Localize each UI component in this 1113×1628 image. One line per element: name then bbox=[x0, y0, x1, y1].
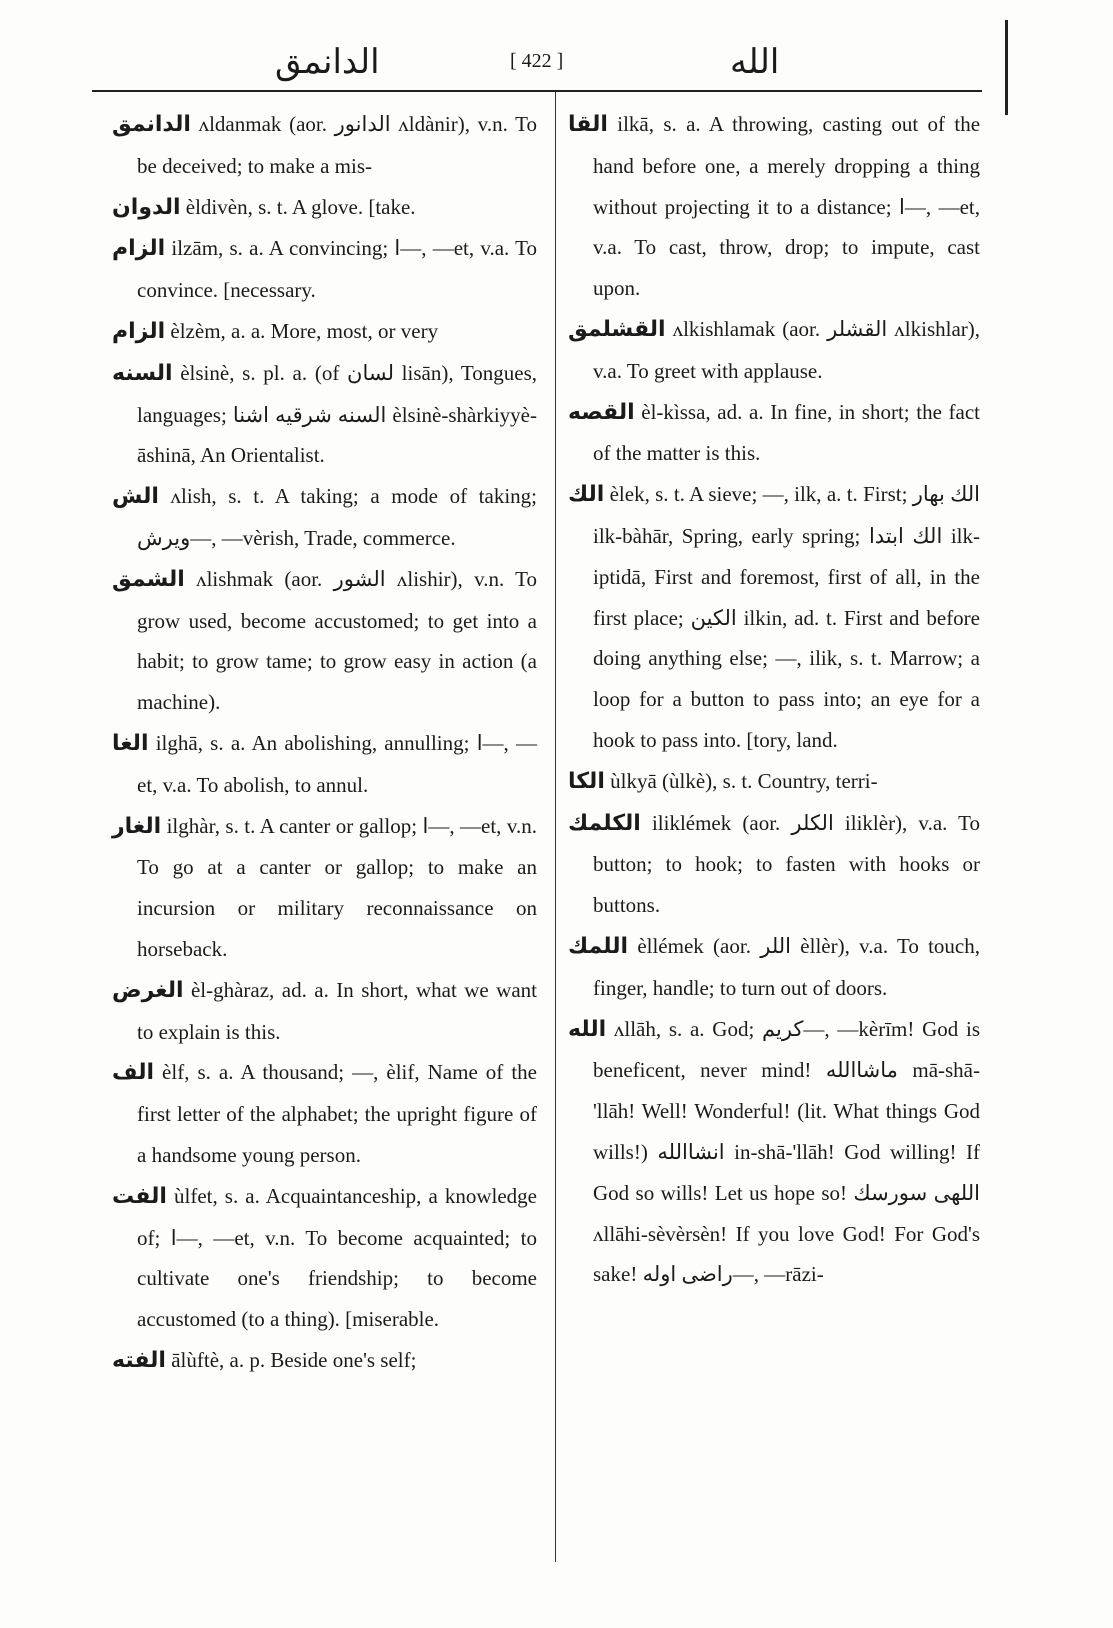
entry-text: ilkā, s. a. A throwing, casting out of the hand before one, a merely dropping a thing without projecting it to a distance; ا—, —et, v.a. To cast, throw, drop; to impute, cast upon. bbox=[593, 112, 981, 301]
left-column bbox=[112, 104, 537, 1382]
entry bbox=[112, 228, 537, 311]
entry-text: ʌlkishlamak (aor. القشلر ʌlkishlar), v.a. To greet with applause. bbox=[593, 316, 981, 383]
entry-text: èlek, s. t. A sieve; —, ilk, a. t. First; الك بهار ilk-bàhār, Spring, early spring; الك ابتدا ilk-iptidā, First and foremost, first of all, in the first place; الكين ilkin, ad. t. First and before doing anything else; —, ilik, s. t. Marrow; a loop for a button to pass into; an eye for a hook to pass into. [tory, land. bbox=[593, 482, 981, 752]
entry-arabic: القا bbox=[568, 112, 608, 137]
entry-arabic: الزام bbox=[112, 236, 166, 262]
entry bbox=[112, 806, 537, 970]
entry-arabic: الغرض bbox=[112, 977, 184, 1003]
entry-arabic: الزام bbox=[112, 318, 166, 344]
entry-arabic: الكلمك bbox=[568, 810, 641, 836]
entry bbox=[568, 474, 980, 761]
entry-arabic: الف bbox=[112, 1060, 155, 1086]
entry bbox=[112, 1176, 537, 1340]
entry bbox=[112, 723, 537, 806]
entry-text: ālùftè, a. p. Beside one's self; bbox=[171, 1347, 417, 1372]
entry bbox=[112, 187, 537, 229]
entry bbox=[568, 392, 980, 475]
entry bbox=[112, 559, 537, 723]
entry-arabic: اللمك bbox=[568, 933, 629, 959]
entry-arabic: الغار bbox=[112, 813, 162, 839]
page-edge-mark bbox=[1005, 20, 1008, 115]
header-rule bbox=[92, 90, 982, 92]
entry-text: èl-ghàraz, ad. a. In short, what we want to explain is this. bbox=[137, 977, 537, 1044]
entry-arabic: الفته bbox=[112, 1347, 166, 1373]
entry bbox=[112, 104, 537, 187]
entry bbox=[568, 309, 980, 392]
entry bbox=[568, 926, 980, 1009]
entry-arabic: الش bbox=[112, 484, 159, 510]
header-right-headword: الله bbox=[730, 42, 780, 82]
entry-arabic: السنه bbox=[112, 360, 173, 386]
entry bbox=[112, 1052, 537, 1175]
entry bbox=[112, 1340, 537, 1382]
entry-text: èlsinè, s. pl. a. (of لسان lisān), Tongues, languages; السنه شرقيه اشنا èlsinè-shàrkiyyè-āshinā, An Orientalist. bbox=[137, 360, 537, 468]
entry bbox=[112, 970, 537, 1053]
entry-arabic: الدوان bbox=[112, 194, 181, 220]
header-left-headword: الدانمق bbox=[275, 42, 380, 82]
page-header bbox=[90, 38, 990, 90]
entry-text: ʌllāh, s. a. God; كريم—, —kèrīm! God is beneficent, never mind! ماشاالله mā-shā-'llāh! Well! Wonderful! (lit. What things God wills!) انشاالله in-shā-'llāh! God willing! If God so wills! Let us hope so! اللهى سورسك ʌllāhi-sèvèrsèn! If you love God! For God's sake! راضى اوله—, —rāzi- bbox=[593, 1016, 981, 1287]
entry-text: èldivèn, s. t. A glove. [take. bbox=[185, 194, 416, 219]
entry-text: èllémek (aor. اللر èllèr), v.a. To touch, finger, handle; to turn out of doors. bbox=[593, 933, 980, 1000]
entry-arabic: الدانمق bbox=[112, 112, 191, 137]
entry bbox=[568, 104, 980, 309]
entry bbox=[112, 476, 537, 559]
entry-text: ilghā, s. a. An abolishing, annulling; ا—, —et, v.a. To abolish, to annul. bbox=[137, 730, 538, 797]
entry-text: ilzām, s. a. A convincing; ا—, —et, v.a. To convince. [necessary. bbox=[137, 236, 537, 303]
entry-text: èlf, s. a. A thousand; —, èlif, Name of the first letter of the alphabet; the upright figure of a handsome young person. bbox=[137, 1060, 537, 1167]
entry bbox=[112, 311, 537, 353]
entry-text: ùlkyā (ùlkè), s. t. Country, terri- bbox=[610, 768, 878, 793]
entry-arabic: القشلمق bbox=[568, 316, 666, 342]
entry-arabic: الفت bbox=[112, 1183, 167, 1209]
entry-text: ʌlishmak (aor. الشور ʌlishir), v.n. To grow used, become accustomed; to get into a habit; to grow tame; to grow easy in action (a machine). bbox=[137, 566, 537, 715]
entry-text: ilghàr, s. t. A canter or gallop; ا—, —et, v.n. To go at a canter or gallop; to make an incursion or military reconnaissance on horseback. bbox=[137, 813, 538, 961]
entry-arabic: الشمق bbox=[112, 566, 185, 592]
entry bbox=[112, 353, 537, 476]
entry-arabic: الغا bbox=[112, 730, 149, 756]
entry bbox=[568, 1009, 980, 1296]
column-divider bbox=[555, 92, 556, 1562]
entry-arabic: القصه bbox=[568, 399, 635, 425]
entry-text: iliklémek (aor. الكلر iliklèr), v.a. To button; to hook; to fasten with hooks or buttons. bbox=[593, 810, 980, 918]
entry bbox=[568, 803, 980, 926]
page-number: [ 422 ] bbox=[510, 50, 564, 72]
entry-arabic: الك bbox=[568, 482, 605, 508]
entry-text: ʌlish, s. t. A taking; a mode of taking; ويرش—, —vèrish, Trade, commerce. bbox=[137, 484, 537, 550]
entry bbox=[568, 761, 980, 803]
right-column bbox=[568, 104, 980, 1295]
entry-text: èl-kìssa, ad. a. In fine, in short; the fact of the matter is this. bbox=[593, 399, 980, 466]
entry-arabic: الكا bbox=[568, 768, 605, 794]
entry-text: èlzèm, a. a. More, most, or very bbox=[170, 318, 439, 343]
entry-text: ùlfet, s. a. Acquaintanceship, a knowledge of; ا—, —et, v.n. To become acquainted; to cultivate one's friendship; to become accustomed (to a thing). [miserable. bbox=[137, 1183, 537, 1332]
entry-arabic: الله bbox=[568, 1016, 607, 1042]
entry-text: ʌldanmak (aor. الدانور ʌldànir), v.n. To be deceived; to make a mis- bbox=[137, 112, 537, 178]
